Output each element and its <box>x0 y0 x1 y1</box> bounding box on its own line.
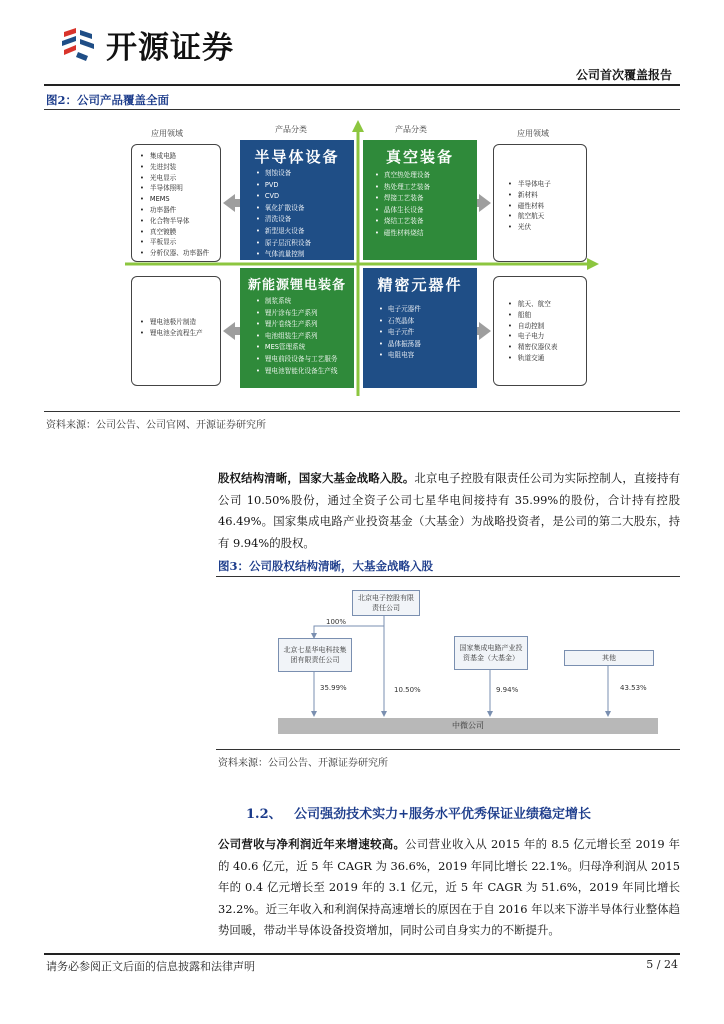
pct-fund: 9.94% <box>496 686 519 694</box>
list-item: • 原子层沉积设备 <box>256 238 311 250</box>
list-item: • 清洗设备 <box>256 214 311 226</box>
pct-direct: 10.50% <box>394 686 421 694</box>
list-item: • 电子元器件 <box>379 304 421 316</box>
vertical-axis-arrowhead <box>352 120 364 132</box>
list-item: • 自动控制 <box>508 321 586 332</box>
left-top-arrow-icon <box>223 194 240 212</box>
section-title: 公司强劲技术实力+服务水平优秀保证业绩稳定增长 <box>294 807 592 822</box>
paragraph-revenue-text: 公司营业收入从 2015 年的 8.5 亿元增长至 2019 年的 40.6 亿元，近 5 年 CAGR 为 36.6%，2019 年同比增长 22.1%。归母净利润从 2015 年的 0.4 亿元增长至 2019 年的 3.1 亿元，近 5 年 CAGR 为 51.6%，2019 年同比增长 32.2%。近三年收入和利润保持高速增长的原因在于自 2016 年以来下游半导体行业整体趋势回暖，带动半导体设备投资增加，同时公司自身实力的不断提升。 <box>218 837 680 937</box>
list-item: • 光伏 <box>508 222 586 233</box>
figure3-bottom-rule <box>216 749 680 750</box>
list-item: • 锂片卷绕生产系列 <box>256 319 352 331</box>
company-bar: 中微公司 <box>278 718 658 734</box>
list-item: • 半导体电子 <box>508 179 586 190</box>
list-item: • 航天、航空 <box>508 299 586 310</box>
right-top-arrow-icon <box>477 194 491 212</box>
col-label-mid-left: 产品分类 <box>275 125 307 134</box>
list-item: • 锂电池全流程生产 <box>140 328 220 339</box>
list-item: • 制浆系统 <box>256 296 352 308</box>
vacuum-title: 真空装备 <box>385 148 454 166</box>
list-item: • 石英晶体 <box>379 316 421 328</box>
components-title: 精密元器件 <box>377 276 463 294</box>
list-item: • 真空镀膜 <box>140 227 220 238</box>
paragraph-revenue-lead: 公司营收与净利润近年来增速较高。 <box>218 837 406 851</box>
list-item: • 先进封装 <box>140 162 220 173</box>
diagram-axes <box>125 118 605 400</box>
connector-parent-to-subsidiary <box>314 614 384 638</box>
lithium-title: 新能源锂电装备 <box>247 278 346 293</box>
list-item: • 磁性材料 <box>508 201 586 212</box>
list-item: • CVD <box>256 191 311 203</box>
list-item: • 晶体生长设备 <box>375 205 473 217</box>
list-item: • 氧化扩散设备 <box>256 203 311 215</box>
list-item: • 锂电池极片制造 <box>140 317 220 328</box>
list-item: • 功率器件 <box>140 205 220 216</box>
list-item: • 平板显示 <box>140 237 220 248</box>
figure3-source: 资料来源：公司公告、开源证券研究所 <box>218 758 388 769</box>
pct-parent-to-subsidiary: 100% <box>326 618 347 626</box>
paragraph-ownership-text: 北京电子控股有限责任公司为实际控制人，直接持有公司 10.50%股份，通过全资子公司七星华电间接持有 35.99%的股份，合计持有控股 46.49%。国家集成电路产业投资基金（大基金）为战略投资者，是公司的第二大股东，持有 9.94%的股权。 <box>218 471 680 550</box>
figure2-bottom-rule <box>44 411 680 412</box>
page-number: 5 / 24 <box>646 958 678 971</box>
footer-disclaimer: 请务必参阅正文后面的信息披露和法律声明 <box>46 960 255 973</box>
list-item: • 电阻电容 <box>379 350 421 362</box>
list-item: • 集成电路 <box>140 151 220 162</box>
list-item: • 航空航天 <box>508 211 586 222</box>
paragraph-ownership-lead: 股权结构清晰，国家大基金战略入股。 <box>218 471 415 485</box>
list-item: • 新型退火设备 <box>256 226 311 238</box>
kaiyuan-logo-icon <box>58 24 98 64</box>
list-item: • MEMS <box>140 194 220 205</box>
big-fund-box: 国家集成电路产业投资基金（大基金） <box>454 636 528 670</box>
list-item: • 气体流量控制 <box>256 249 311 261</box>
list-item: • 船舶 <box>508 310 586 321</box>
product-coverage-diagram <box>125 118 605 400</box>
brand-name: 开源证券 <box>106 29 234 66</box>
figure2-source: 资料来源：公司公告、公司官网、开源证券研究所 <box>46 420 266 431</box>
figure2-top-rule <box>44 109 680 110</box>
paragraph-revenue <box>218 834 680 942</box>
list-item: • 新材料 <box>508 190 586 201</box>
col-label-mid-right: 产品分类 <box>395 125 427 134</box>
list-item: • 化合物半导体 <box>140 216 220 227</box>
list-item: • 焊接工艺装备 <box>375 193 473 205</box>
paragraph-ownership <box>218 468 680 554</box>
semiconductor-title: 半导体设备 <box>254 148 340 166</box>
list-item: • 磁性材料烧结 <box>375 228 473 240</box>
left-bottom-arrow-icon <box>223 322 240 340</box>
list-item: • 热处理工艺装备 <box>375 182 473 194</box>
header-rule <box>44 84 680 86</box>
figure2-caption: 图2：公司产品覆盖全面 <box>46 93 170 107</box>
section-heading <box>246 803 591 822</box>
list-item: • 精密仪器仪表 <box>508 342 586 353</box>
list-item: • 刻蚀设备 <box>256 168 311 180</box>
parent-holding-box: 北京电子控股有限责任公司 <box>352 590 420 616</box>
list-item: • 真空热处理设备 <box>375 170 473 182</box>
section-number: 1.2、 <box>246 807 282 822</box>
report-type: 公司首次覆盖报告 <box>575 68 672 82</box>
horizontal-axis-arrowhead <box>587 258 599 270</box>
other-shareholders-box: 其他 <box>564 650 654 666</box>
ownership-structure-chart <box>268 586 668 746</box>
col-label-left: 应用领域 <box>151 129 183 138</box>
list-item: • 光电显示 <box>140 173 220 184</box>
figure3-top-rule <box>216 576 680 577</box>
list-item: • MES管理系统 <box>256 342 352 354</box>
list-item: • 半导体照明 <box>140 183 220 194</box>
list-item: • 分析仪器、功率器件 <box>140 248 220 259</box>
list-item: • 电池组装生产系列 <box>256 331 352 343</box>
list-item: • 锂片涂布生产系列 <box>256 308 352 320</box>
list-item: • PVD <box>256 180 311 192</box>
list-item: • 电子电力 <box>508 331 586 342</box>
pct-other: 43.53% <box>620 684 647 692</box>
brand-logo <box>58 22 234 66</box>
list-item: • 锂电前段设备与工艺服务 <box>256 354 352 366</box>
list-item: • 烧结工艺装备 <box>375 216 473 228</box>
pct-subsidiary: 35.99% <box>320 684 347 692</box>
list-item: • 锂电池智能化设备生产线 <box>256 366 352 378</box>
right-bottom-arrow-icon <box>477 322 491 340</box>
figure3-caption: 图3：公司股权结构清晰，大基金战略入股 <box>218 559 433 573</box>
subsidiary-box: 北京七星华电科技集团有限责任公司 <box>278 638 352 672</box>
footer-rule <box>44 953 680 955</box>
list-item: • 电子元件 <box>379 327 421 339</box>
list-item: • 晶体振荡器 <box>379 339 421 351</box>
list-item: • 轨道交通 <box>508 353 586 364</box>
col-label-right: 应用领域 <box>517 129 549 138</box>
